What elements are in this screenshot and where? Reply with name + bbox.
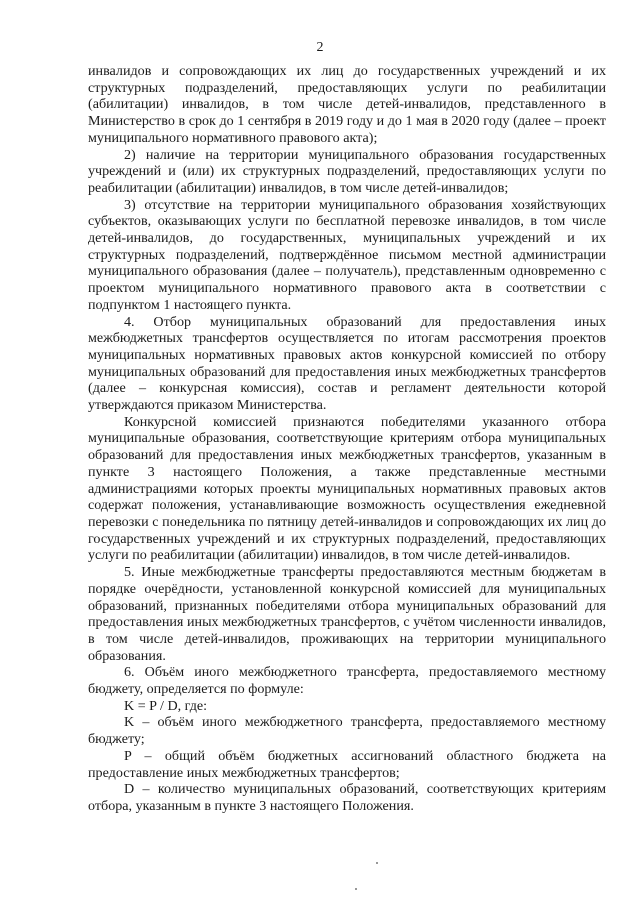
paragraph-clause-5: 5. Иные межбюджетные трансферты предоставляются местным бюджетам в порядке очерёдности, установленной конкурсной комиссией для муниципальных образований, признанных победителями отбора муниципальных образований для предоставления иных межбюджетных трансфертов, с учётом численности инвалидов, в том числе детей-инвалидов, проживающих на территории муниципального образования. bbox=[88, 564, 606, 664]
paragraph-clause-6: 6. Объём иного межбюджетного трансферта, предоставляемого местному бюджету, определяется по формуле: bbox=[88, 664, 606, 698]
formula-term-d: D – количество муниципальных образований, соответствующих критериям отбора, указанным в пункте 3 настоящего Положения. bbox=[88, 781, 606, 814]
paragraph-1-continuation: инвалидов и сопровождающих их лиц до государственных учреждений и их структурных подразделений, предоставляющих услуги по реабилитации (абилитации) инвалидов, в том числе детей-инвалидов, представленного в Министерство в срок до 1 сентября в 2019 году и до 1 мая в 2020 году (далее – проект муниципального нормативного правового акта); bbox=[88, 63, 606, 146]
formula-term-k: K – объём иного межбюджетного трансферта, предоставляемого местному бюджету; bbox=[88, 714, 606, 748]
paragraph-clause-4-winners: Конкурсной комиссией признаются победителями указанного отбора муниципальные образования, соответствующие критериям отбора муниципальных образований для предоставления иных межбюджетных трансфертов, указанным в пункте 3 настоящего Положения, а также представленные местными администрациями которых проекты муниципальных нормативных правовых актов содержат положения, устанавливающие возможность осуществления ежедневной перевозки с понедельника по пятницу детей-инвалидов и сопровождающих их лиц до государственных учреждений и их структурных подразделений, предоставляющих услуги по реабилитации (абилитации) инвалидов, в том числе детей-инвалидов. bbox=[88, 413, 606, 564]
paragraph-clause-4: 4. Отбор муниципальных образований для предоставления иных межбюджетных трансфертов осуществляется по итогам рассмотрения проектов муниципальных нормативных правовых актов конкурсной комиссией по отбору муниципальных образований для предоставления иных межбюджетных трансфертов (далее – конкурсная комиссия), состав и регламент деятельности которой утверждаются приказом Министерства. bbox=[88, 313, 606, 414]
paragraph-criterion-2: 2) наличие на территории муниципального образования государственных учреждений и (или) их структурных подразделений, предоставляющих услуги по реабилитации (абилитации) инвалидов, в том числе детей-инвалидов; bbox=[88, 146, 606, 196]
scan-speck bbox=[355, 888, 357, 890]
paragraph-criterion-3: 3) отсутствие на территории муниципального образования хозяйствующих субъектов, оказывающих услуги по бесплатной перевозке инвалидов, в том числе детей-инвалидов, до государственных, муниципальных учреждений и их структурных подразделений, подтверждённое письмом местной администрации муниципального образования (далее – получатель), представленным одновременно с проектом муниципального нормативного правового акта в соответствии с подпунктом 1 настоящего пункта. bbox=[88, 196, 606, 313]
page-number: 2 bbox=[316, 40, 324, 55]
document-body bbox=[88, 63, 606, 815]
formula-line: K = P / D, где: bbox=[124, 697, 208, 714]
formula-term-p: P – общий объём бюджетных ассигнований областного бюджета на предоставление иных межбюджетных трансфертов; bbox=[88, 747, 606, 781]
scan-speck bbox=[376, 862, 378, 864]
